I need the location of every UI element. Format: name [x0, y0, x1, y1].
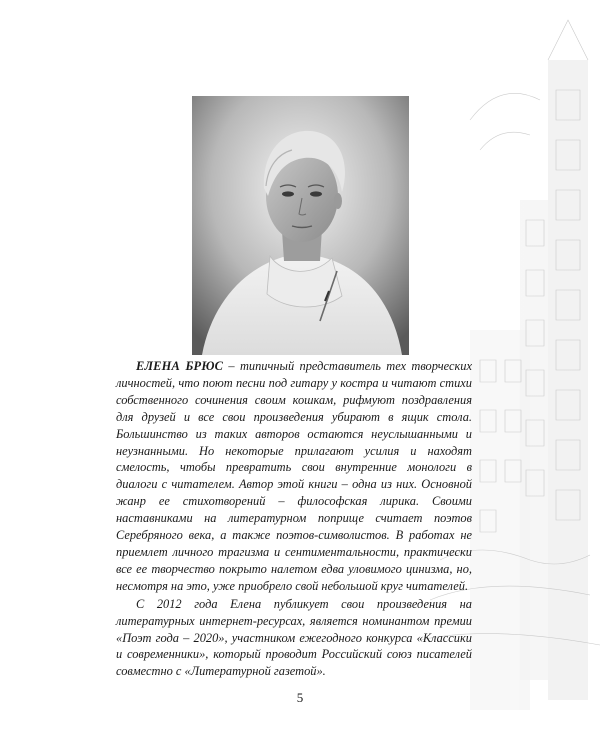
- page-number: 5: [296, 690, 304, 705]
- author-portrait-photo: [192, 96, 409, 355]
- bio-paragraph-1: [116, 358, 472, 595]
- bio-paragraph-2: С 2012 года Елена публикует свои произведения на литературных интернет-ресурсах, является номинантом премии «Поэт года – 2020», участником ежегодного конкурса «Классики и современники», который проводит Российский союз писателей совместно с «Литературной газетой».: [116, 596, 472, 679]
- bio-paragraph-1-text: – типичный представитель тех творческих личностей, что поют песни под гитару у костра и читают стихи собственного сочинения своим кошкам, рифмуют поздравления для друзей и все свои произведения убирают в ящик стола. Большинство из таких авторов остаются неуслышанными и неузнанными. Но некоторые прилагают усилия и находят смелость, чтобы превратить свои внутренние монологи в диалоги с читателем. Автор этой книги – одна из них. Основной жанр ее стихотворений – философская лирика. Своими наставниками на литературном поприще считает поэтов Серебряного века, а также поэтов-символистов. В работах не приемлет личного трагизма и сентиментальности, практически все ее творчество покрыто налетом едва уловимого цинизма, но, несмотря на это, уже приобрело свой небольшой круг читателей.: [116, 359, 472, 593]
- author-name: ЕЛЕНА БРЮС: [136, 359, 224, 373]
- author-biography: [116, 358, 472, 680]
